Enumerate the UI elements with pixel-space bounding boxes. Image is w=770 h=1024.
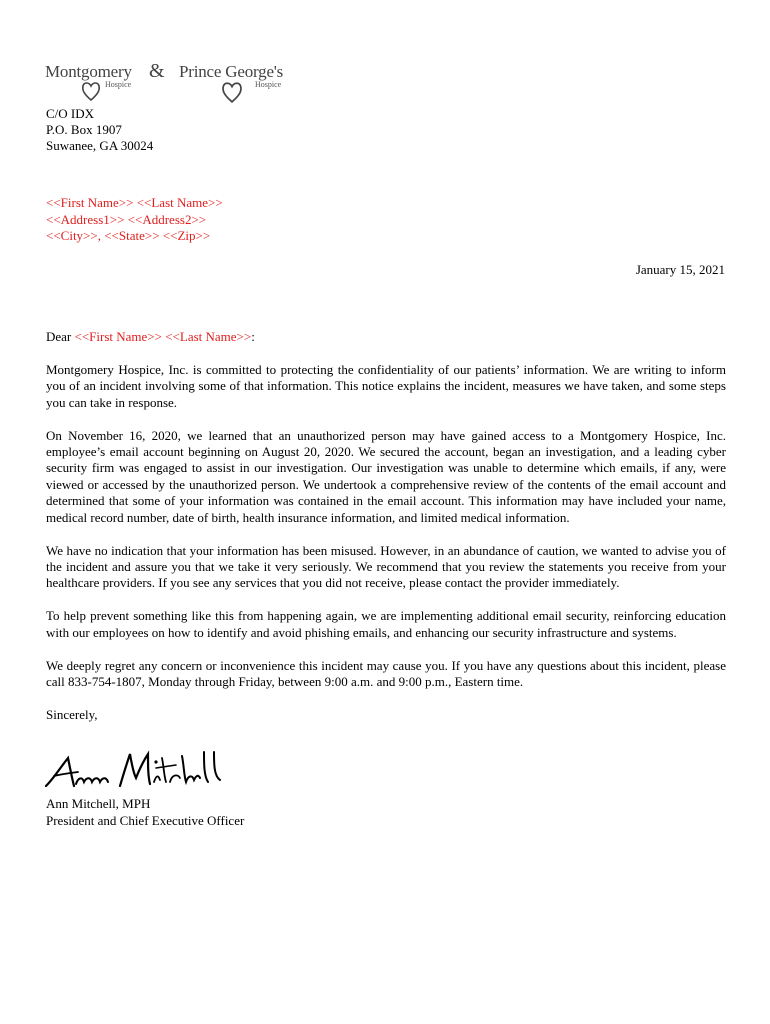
body-paragraph: We have no indication that your information has been misused. However, in an abundance of caution, we wanted to advise you of the incident and assure you that we take it very seriously. We recommend that you review the statements you receive from your healthcare providers. If you see any services that you did not receive, please contact the provider immediately. — [46, 542, 726, 591]
letter-body — [46, 329, 726, 740]
salutation-suffix: : — [251, 329, 255, 344]
sender-address-line: P.O. Box 1907 — [46, 122, 122, 137]
body-paragraph: To help prevent something like this from happening again, we are implementing additional email security, reinforcing education with our employees on how to identify and avoid phishing emails, and enhancing our security infrastructure and systems. — [46, 608, 726, 640]
closing: Sincerely, — [46, 706, 98, 722]
signer-title: President and Chief Executive Officer — [46, 812, 245, 828]
recipient-name: <<First Name>> <<Last Name>> — [46, 195, 223, 210]
heart-icon — [221, 80, 243, 104]
sender-address — [46, 106, 153, 154]
body-paragraph: On November 16, 2020, we learned that an unauthorized person may have gained access to a Montgomery Hospice, Inc. employee’s email account beginning on August 20, 2020. We secured the account, began an investigation, and a leading cyber security firm was engaged to assist in our investigation. Our investigation was unable to determine which emails, if any, were viewed or accessed by the unauthorized person. We undertook a comprehensive review of the contents of the email account and determined that some of your information was contained in the email account. This information may have included your name, medical record number, date of birth, health insurance information, and limited medical information. — [46, 427, 726, 525]
logo-princegeorges-text: Prince George's — [179, 62, 284, 81]
letter-date: January 15, 2021 — [635, 262, 725, 277]
logo-montgomery-sub: Hospice — [105, 80, 132, 89]
sender-address-line: Suwanee, GA 30024 — [46, 138, 154, 153]
logo-ampersand: & — [149, 60, 165, 82]
salutation — [46, 329, 726, 345]
recipient-city: <<City>>, <<State>> <<Zip>> — [46, 228, 211, 243]
signer-block — [46, 796, 244, 829]
logo-montgomery-text: Montgomery — [45, 62, 132, 81]
heart-icon — [81, 80, 101, 102]
body-paragraph: We deeply regret any concern or inconvenience this incident may cause you. If you have any questions about this incident, please call 833-754-1807, Monday through Friday, between 9:00 a.m. and 9:00 p.m., Eastern time. — [46, 657, 726, 689]
signer-name: Ann Mitchell, MPH — [46, 796, 151, 811]
handwritten-signature — [44, 748, 226, 796]
salutation-prefix: Dear — [46, 329, 75, 344]
sender-address-line: C/O IDX — [46, 106, 95, 121]
body-paragraph: Montgomery Hospice, Inc. is committed to protecting the confidentiality of our patients’ information. We are writing to inform you of an incident involving some of that information. This notice explains the incident, measures we have taken, and some steps you can take in response. — [46, 361, 726, 410]
hospice-logo — [45, 60, 295, 108]
recipient-block — [46, 195, 223, 245]
logo-princegeorges-sub: Hospice — [255, 80, 282, 89]
salutation-name: <<First Name>> <<Last Name>> — [74, 329, 252, 344]
recipient-address: <<Address1>> <<Address2>> — [46, 211, 207, 227]
